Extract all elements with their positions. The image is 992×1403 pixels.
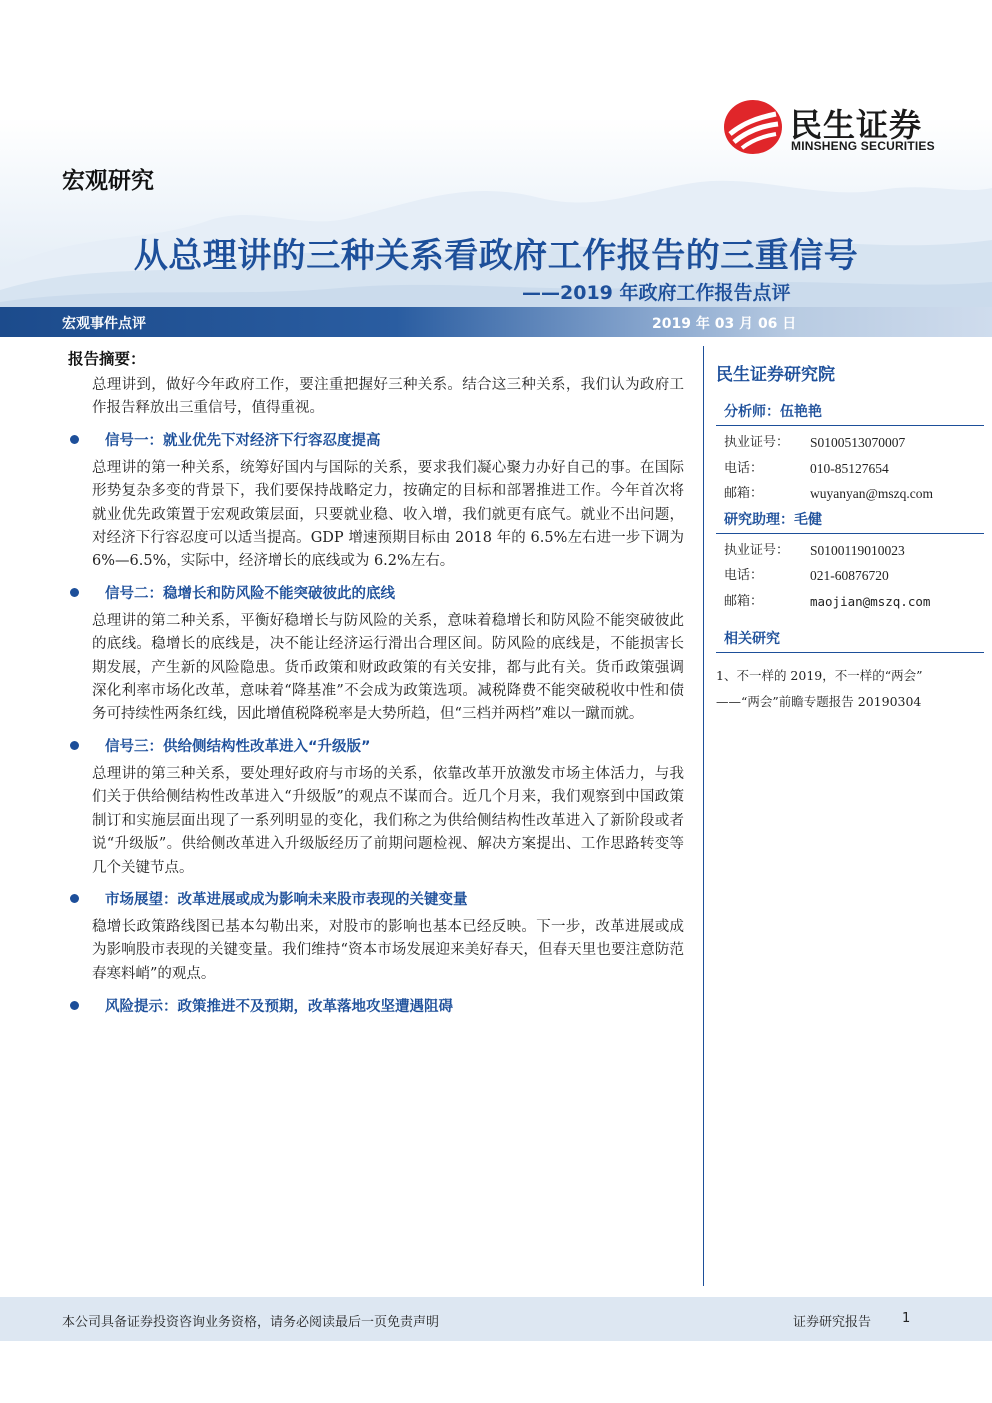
- related-item-sub: ——“两会”前瞻专题报告 20190304: [716, 694, 922, 709]
- sidebar: [716, 360, 984, 715]
- footer-doc-type: 证券研究报告: [793, 1315, 872, 1330]
- bullet-icon: [70, 1001, 79, 1010]
- market-outlook-heading: 市场展望：改革进展或成为影响未来股市表现的关键变量: [62, 886, 684, 912]
- analyst-license: 执业证号： S0100513070007: [724, 435, 906, 450]
- signal-heading-1: 信号一：就业优先下对经济下行容忍度提高: [62, 427, 684, 453]
- signal-body-2: 总理讲的第二种关系，平衡好稳增长与防风险的关系，意味着稳增长和防风险不能突破彼此的底线。稳增长的底线是，决不能让经济运行滑出合理区间。防风险的底线是，不能损害长期发展，产生新的风险隐患。货币政策和财政政策的有关安排，都与此有关。货币政策强调深化利率市场化改革，意味着“降基准”不会成为政策选项。减税降费不能突破税收中性和债务可持续性两条红线，因此增值税降税率是大势所趋，但“三档并两档”难以一蹴而就。: [92, 612, 684, 723]
- signal-body-1: 总理讲的第一种关系，统筹好国内与国际的关系，要求我们凝心聚力办好自己的事。在国际形势复杂多变的背景下，我们要保持战略定力，按确定的目标和部署推进工作。今年首次将就业优先政策置于宏观政策层面，只要就业稳、收入增，我们就更有底气。就业不出问题，对经济下行容忍度可以适当提高。GDP 增速预期目标由 2018 年的 6.5%左右进一步下调为 6%—6.5%，实际中，经济增长的底线或为 6.2%左右。: [92, 459, 684, 570]
- report-title: 从总理讲的三种关系看政府工作报告的三重信号: [133, 236, 859, 276]
- institute-name: 民生证券研究院: [716, 365, 835, 385]
- brand-name-cn: 民生证券: [790, 107, 923, 143]
- report-category: 宏观研究: [62, 168, 154, 194]
- report-type-label: 宏观事件点评: [62, 316, 146, 332]
- brand-name-en: MINSHENG SECURITIES: [791, 139, 935, 153]
- summary-column: [62, 347, 684, 1022]
- market-outlook-body: 稳增长政策路线图已基本勾勒出来，对股市的影响也基本已经反映。下一步，改革进展或成为影响股市表现的关键变量。我们维持“资本市场发展迎来美好春天，但春天里也要注意防范春寒料峭”的观点。: [92, 918, 684, 982]
- bullet-icon: [70, 435, 79, 444]
- page-number: 1: [902, 1311, 911, 1326]
- signal-heading-3: 信号三：供给侧结构性改革进入“升级版”: [62, 733, 684, 759]
- analyst-email[interactable]: 邮箱： wuyanyan@mszq.com: [724, 486, 934, 501]
- assistant-heading: 研究助理：毛健: [716, 509, 984, 534]
- analyst-phone: 电话： 010-85127654: [724, 460, 889, 476]
- signal-heading-2: 信号二：稳增长和防风险不能突破彼此的底线: [62, 580, 684, 606]
- bullet-icon: [70, 894, 79, 903]
- report-date: 2019 年 03 月 06 日: [652, 316, 797, 332]
- report-subtitle: ——2019 年政府工作报告点评: [522, 282, 791, 304]
- signal-body-3: 总理讲的第三种关系，要处理好政府与市场的关系，依靠改革开放激发市场主体活力，与我们关于供给侧结构性改革进入“升级版”的观点不谋而合。近几个月来，我们观察到中国政策制订和实施层面出现了一系列明显的变化，我们称之为供给侧结构性改革进入了新阶段或者说“升级版”。供给侧改革进入升级版经历了前期问题检视、解决方案提出、工作思路转变等几个关键节点。: [92, 765, 684, 876]
- minsheng-logo-icon: [722, 98, 784, 156]
- risk-heading: 风险提示：政策推进不及预期，改革落地攻坚遭遇阻碍: [62, 992, 684, 1018]
- footer-disclaimer: 本公司具备证券投资咨询业务资格，请务必阅读最后一页免责声明: [62, 1315, 440, 1330]
- assistant-email[interactable]: 邮箱： maojian@mszq.com: [724, 593, 931, 609]
- analyst-heading: 分析师：伍艳艳: [716, 401, 984, 426]
- section-band: [0, 307, 992, 337]
- bullet-icon: [70, 588, 79, 597]
- assistant-license: 执业证号： S0100119010023: [724, 542, 905, 558]
- summary-heading: 报告摘要：: [68, 350, 146, 368]
- bullet-icon: [70, 741, 79, 750]
- assistant-phone: 电话： 021-60876720: [724, 568, 889, 583]
- summary-intro: 总理讲到，做好今年政府工作，要注重把握好三种关系。结合这三种关系，我们认为政府工作报告释放出三重信号，值得重视。: [92, 377, 684, 417]
- related-research-heading: 相关研究: [716, 628, 984, 653]
- column-divider: [703, 346, 704, 1286]
- related-item[interactable]: 1、不一样的 2019，不一样的“两会”: [716, 668, 923, 683]
